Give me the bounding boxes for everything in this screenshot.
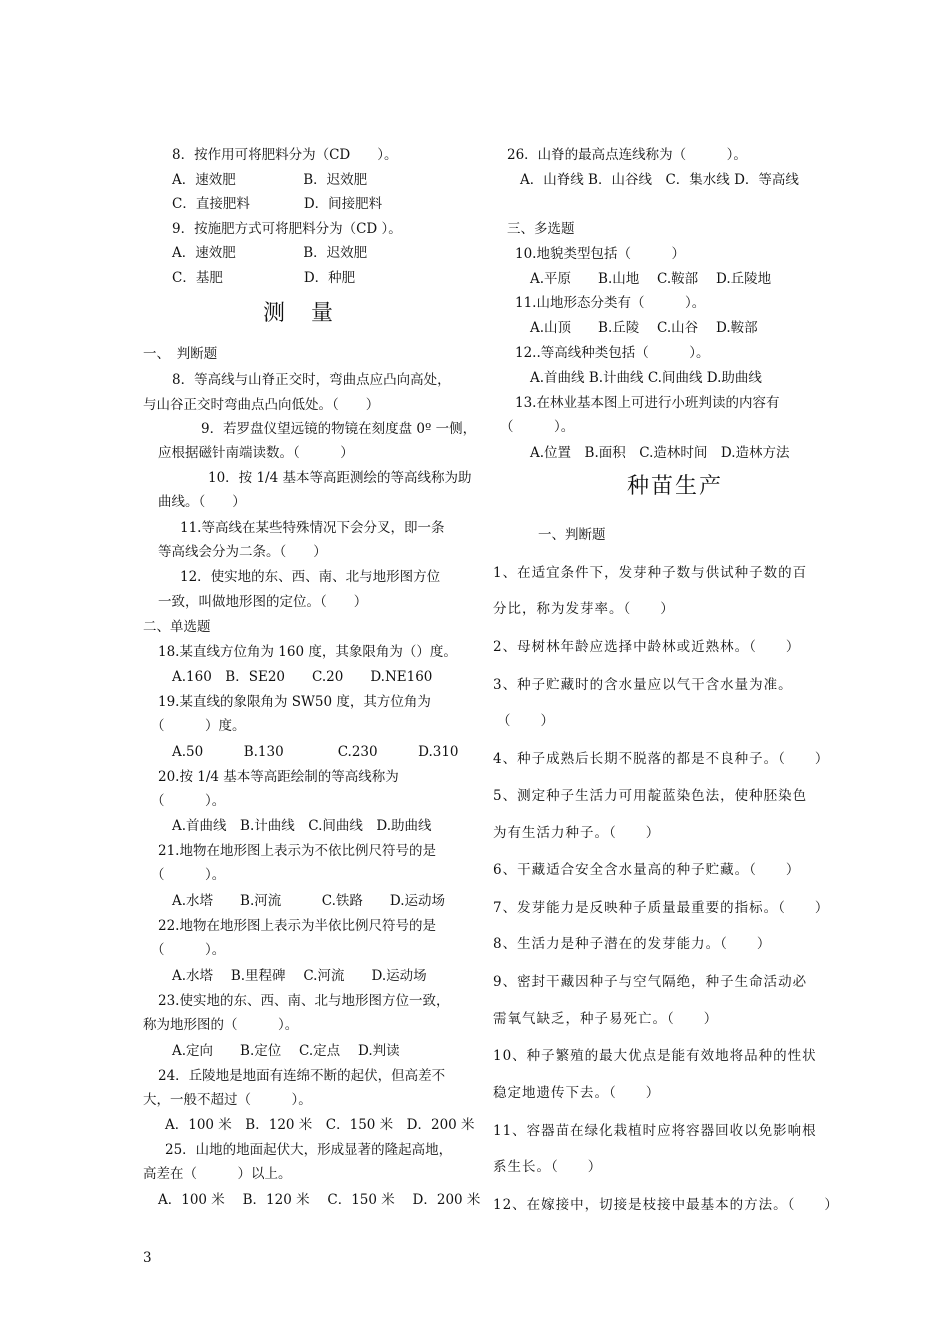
- judge-line: 与山谷正交时弯曲点凸向低处。（ ）: [143, 397, 380, 413]
- seed-judge-line: 3、种子贮藏时的含水量应以气干含水量为准。: [493, 677, 793, 693]
- seed-judge-line: 7、发芽能力是反映种子质量最重要的指标。（ ）: [493, 900, 830, 916]
- multi-line: A.位置 B.面积 C.造林时间 D.造林方法: [530, 445, 790, 461]
- judge-line: 应根据磁针南端读数。（ ）: [158, 445, 354, 461]
- single-line: 高差在（ ）以上。: [143, 1166, 292, 1182]
- single-line: 24．丘陵地是地面有连绵不断的起伏，但高差不: [158, 1068, 446, 1084]
- multi-line: A.山顶 B.丘陵 C.山谷 D.鞍部: [530, 320, 758, 336]
- fert-q8: 8．按作用可将肥料分为（CD ）。: [172, 147, 398, 163]
- judge-header-right: 一、判断题: [538, 527, 606, 543]
- single-line: A.定向 B.定位 C.定点 D.判读: [172, 1043, 400, 1059]
- page-number: 3: [143, 1250, 152, 1266]
- q26-line: 26．山脊的最高点连线称为（ ）。: [507, 147, 747, 163]
- fert-q9-options-ab: A．速效肥 B．迟效肥: [172, 245, 368, 261]
- seed-judge-line: 稳定地遗传下去。（ ）: [493, 1085, 661, 1101]
- seed-judge-line: 2、母树林年龄应选择中龄林或近熟林。（ ）: [493, 639, 801, 655]
- fert-q8-options-ab: A．速效肥 B．迟效肥: [172, 172, 368, 188]
- single-line: 25．山地的地面起伏大，形成显著的隆起高地，: [165, 1142, 453, 1158]
- section-title-surveying: 测 量: [263, 301, 336, 326]
- single-line: A.水塔 B.里程碑 C.河流 D.运动场: [172, 968, 427, 984]
- single-line: 21.地物在地形图上表示为不依比例尺符号的是: [158, 843, 436, 859]
- single-header: 二、单选题: [143, 619, 211, 635]
- judge-line: 8．等高线与山脊正交时，弯曲点应凸向高处，: [172, 372, 451, 388]
- single-line: 22.地物在地形图上表示为半依比例尺符号的是: [158, 918, 436, 934]
- seed-judge-line: 6、干藏适合安全含水量高的种子贮藏。（ ）: [493, 862, 801, 878]
- judge-line: 10．按 1/4 基本等高距测绘的等高线称为助: [208, 470, 472, 486]
- seed-judge-line: 11、容器苗在绿化栽植时应将容器回收以免影响根: [493, 1123, 817, 1139]
- single-line: 称为地形图的（ ）。: [143, 1017, 299, 1033]
- seed-judge-line: 9、密封干藏因种子与空气隔绝，种子生命活动必: [493, 974, 808, 990]
- fert-q8-options-cd: C．直接肥料 D．间接肥料: [172, 196, 383, 212]
- seed-judge-line: （ ）: [497, 713, 555, 729]
- q26-options: A．山脊线 B．山谷线 C．集水线 D．等高线: [520, 172, 799, 188]
- multi-line: 12..等高线种类包括（ ）。: [515, 345, 710, 361]
- judge-line: 11.等高线在某些特殊情况下会分叉，即一条: [180, 520, 445, 536]
- multi-header: 三、多选题: [507, 221, 575, 237]
- single-line: 18.某直线方位角为 160 度，其象限角为（）度。: [158, 644, 457, 660]
- judge-line: 12．使实地的东、西、南、北与地形图方位: [180, 569, 441, 585]
- single-line: 19.某直线的象限角为 SW50 度，其方位角为: [158, 694, 431, 710]
- single-line: （ ）。: [151, 942, 226, 958]
- section-title-seedling: 种苗生产: [627, 474, 724, 499]
- single-line: A．100 米 B．120 米 C．150 米 D．200 米: [158, 1192, 481, 1208]
- judge-header-left: 一、 判断题: [143, 346, 218, 362]
- seed-judge-line: 需氧气缺乏，种子易死亡。（ ）: [493, 1011, 719, 1027]
- multi-line: A.首曲线 B.计曲线 C.间曲线 D.助曲线: [530, 370, 762, 386]
- fert-q9-options-cd: C．基肥 D．种肥: [172, 270, 356, 286]
- single-line: （ ）。: [151, 793, 226, 809]
- single-line: A.水塔 B.河流 C.铁路 D.运动场: [172, 893, 446, 909]
- seed-judge-line: 12、在嫁接中，切接是枝接中最基本的方法。（ ）: [493, 1197, 839, 1213]
- seed-judge-line: 分比，称为发芽率。（ ）: [493, 601, 675, 617]
- seed-judge-line: 5、测定种子生活力可用靛蓝染色法，使种胚染色: [493, 788, 808, 804]
- multi-line: 10.地貌类型包括（ ）: [515, 246, 685, 262]
- single-line: 大，一般不超过（ ）。: [143, 1092, 312, 1108]
- judge-line: 等高线会分为二条。（ ）: [158, 544, 327, 560]
- single-line: （ ）度。: [151, 718, 246, 734]
- single-line: A．100 米 B．120 米 C．150 米 D．200 米: [165, 1117, 475, 1133]
- single-line: 23.使实地的东、西、南、北与地形图方位一致，: [158, 993, 450, 1009]
- multi-line: （ ）。: [500, 419, 575, 435]
- judge-line: 9．若罗盘仪望远镜的物镜在刻度盘 0º 一侧，: [201, 421, 477, 437]
- single-line: A.首曲线 B.计曲线 C.间曲线 D.助曲线: [172, 818, 432, 834]
- seed-judge-line: 10、种子繁殖的最大优点是能有效地将品种的性状: [493, 1048, 817, 1064]
- seed-judge-line: 4、种子成熟后长期不脱落的都是不良种子。（ ）: [493, 751, 830, 767]
- judge-line: 一致，叫做地形图的定位。（ ）: [158, 594, 368, 610]
- single-line: （ ）。: [151, 867, 226, 883]
- multi-line: 13.在林业基本图上可进行小班判读的内容有: [515, 395, 780, 411]
- seed-judge-line: 系生长。（ ）: [493, 1159, 603, 1175]
- multi-line: A.平原 B.山地 C.鞍部 D.丘陵地: [530, 271, 772, 287]
- seed-judge-line: 1、在适宜条件下，发芽种子数与供试种子数的百: [493, 565, 808, 581]
- fert-q9: 9．按施肥方式可将肥料分为（CD ）。: [172, 221, 402, 237]
- single-line: A.160 B．SE20 C.20 D.NE160: [172, 669, 433, 685]
- judge-line: 曲线。（ ）: [158, 494, 246, 510]
- single-line: A.50 B.130 C.230 D.310: [172, 744, 459, 760]
- multi-line: 11.山地形态分类有（ ）。: [515, 295, 706, 311]
- seed-judge-line: 为有生活力种子。（ ）: [493, 825, 661, 841]
- seed-judge-line: 8、生活力是种子潜在的发芽能力。（ ）: [493, 936, 772, 952]
- single-line: 20.按 1/4 基本等高距绘制的等高线称为: [158, 769, 399, 785]
